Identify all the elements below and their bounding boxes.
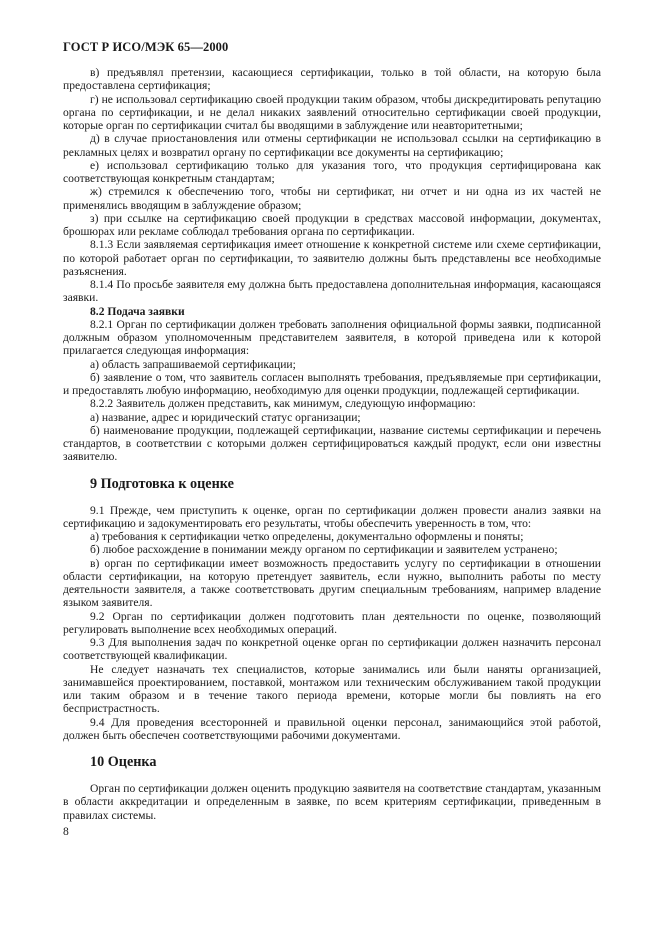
paragraph: 8.1.3 Если заявляемая сертификация имеет отношение к конкретной системе или схеме сертификации, по которой работает орган по сертификации, то заявителю должны быть представлены все необходимые разъяснения. [63, 238, 601, 278]
paragraph: 8.2.2 Заявитель должен представить, как минимум, следующую информацию: [90, 397, 476, 411]
paragraph: 9.4 Для проведения всесторонней и правильной оценки персонал, занимающийся этой работой, должен быть обеспечен соответствующими рабочими документами. [63, 715, 601, 742]
paragraph: Не следует назначать тех специалистов, которые занимались или были наняты организацией, занимавшейся проектированием, поставкой, монтажом или техническим обслуживанием такой продукции или таким образом и в течение такого периода времени, которые могли бы повлиять на его беспристрастность. [63, 662, 601, 716]
paragraph: а) область запрашиваемой сертификации; [90, 357, 296, 371]
paragraph: 9.3 Для выполнения задач по конкретной оценке орган по сертификации должен назначить персонал соответствующей квалификации. [63, 636, 601, 663]
page-number: 8 [63, 825, 69, 838]
paragraph: а) название, адрес и юридический статус организации; [90, 410, 361, 424]
paragraph: Орган по сертификации должен оценить продукцию заявителя на соответствие стандартам, указанным в области аккредитации и определенным в заявке, по всем критериям сертификации, приведенным в правилах системы. [63, 782, 601, 822]
paragraph: д) в случае приостановления или отмены сертификации не использовал ссылки на сертификацию в рекламных целях и возвратил органу по сертификации все документы на сертификацию; [63, 132, 601, 159]
document-header: ГОСТ Р ИСО/МЭК 65—2000 [63, 40, 229, 54]
paragraph: в) орган по сертификации имеет возможность предоставить услугу по сертификации в отношении области сертификации, на которую претендует заявитель, если нужно, выполнить работы по месту деятельности заявителя, а также соответствовать другим специальным требованиям, например владение языком заявителя. [63, 556, 601, 610]
section-heading-10: 10 Оценка [90, 754, 157, 770]
paragraph: б) заявление о том, что заявитель согласен выполнять требования, предъявляемые при сертификации, и предоставлять любую информацию, необходимую для оценки продукции, подлежащей сертификации. [63, 370, 601, 397]
section-heading-9: 9 Подготовка к оценке [90, 475, 234, 492]
paragraph: 8.2.1 Орган по сертификации должен требовать заполнения официальной формы заявки, подписанной должным образом уполномоченным представителем заявителя, в которой приведена или к которой прилагается следующая информация: [63, 317, 601, 358]
paragraph: 9.2 Орган по сертификации должен подготовить план деятельности по оценке, позволяющий регулировать выполнение всех необходимых операций. [63, 609, 601, 636]
paragraph: б) любое расхождение в понимании между органом по сертификации и заявителем устранено; [90, 543, 558, 557]
paragraph: з) при ссылке на сертификацию своей продукции в средствах массовой информации, документах, брошюрах или рекламе соблюдал требования органа по сертификации. [63, 211, 601, 238]
document-page [63, 40, 601, 822]
paragraph: а) требования к сертификации четко определены, документально оформлены и поняты; [90, 530, 524, 543]
paragraph: в) предъявлял претензии, касающиеся сертификации, только в той области, на которую была предоставлена сертификация; [63, 66, 601, 93]
paragraph: ж) стремился к обеспечению того, чтобы ни сертификат, ни отчет и ни одна из их частей не применялись вводящим в заблуждение образом; [63, 185, 601, 212]
paragraph: г) не использовал сертификацию своей продукции таким образом, чтобы дискредитировать репутацию органа по сертификации, и не делал никаких заявлений относительно сертификации своей продукции, которые орган по сертификации считал бы вводящими в заблуждение или неавторитетными; [63, 92, 601, 132]
subsection-heading-8-2: 8.2 Подача заявки [90, 304, 185, 318]
paragraph: 8.1.4 По просьбе заявителя ему должна быть предоставлена дополнительная информация, касающаяся заявки. [63, 278, 601, 305]
paragraph: е) использовал сертификацию только для указания того, что продукция сертифицирована как соответствующая конкретным стандартам; [63, 158, 601, 185]
paragraph: б) наименование продукции, подлежащей сертификации, название системы сертификации и перечень стандартов, в соответствии с которыми должен сертифицироваться каждый продукт, если они известны заявителю. [63, 423, 601, 464]
paragraph: 9.1 Прежде, чем приступить к оценке, орган по сертификации должен провести анализ заявки на сертификацию и задокументировать его результаты, чтобы обеспечить уверенность в том, что: [63, 503, 601, 530]
